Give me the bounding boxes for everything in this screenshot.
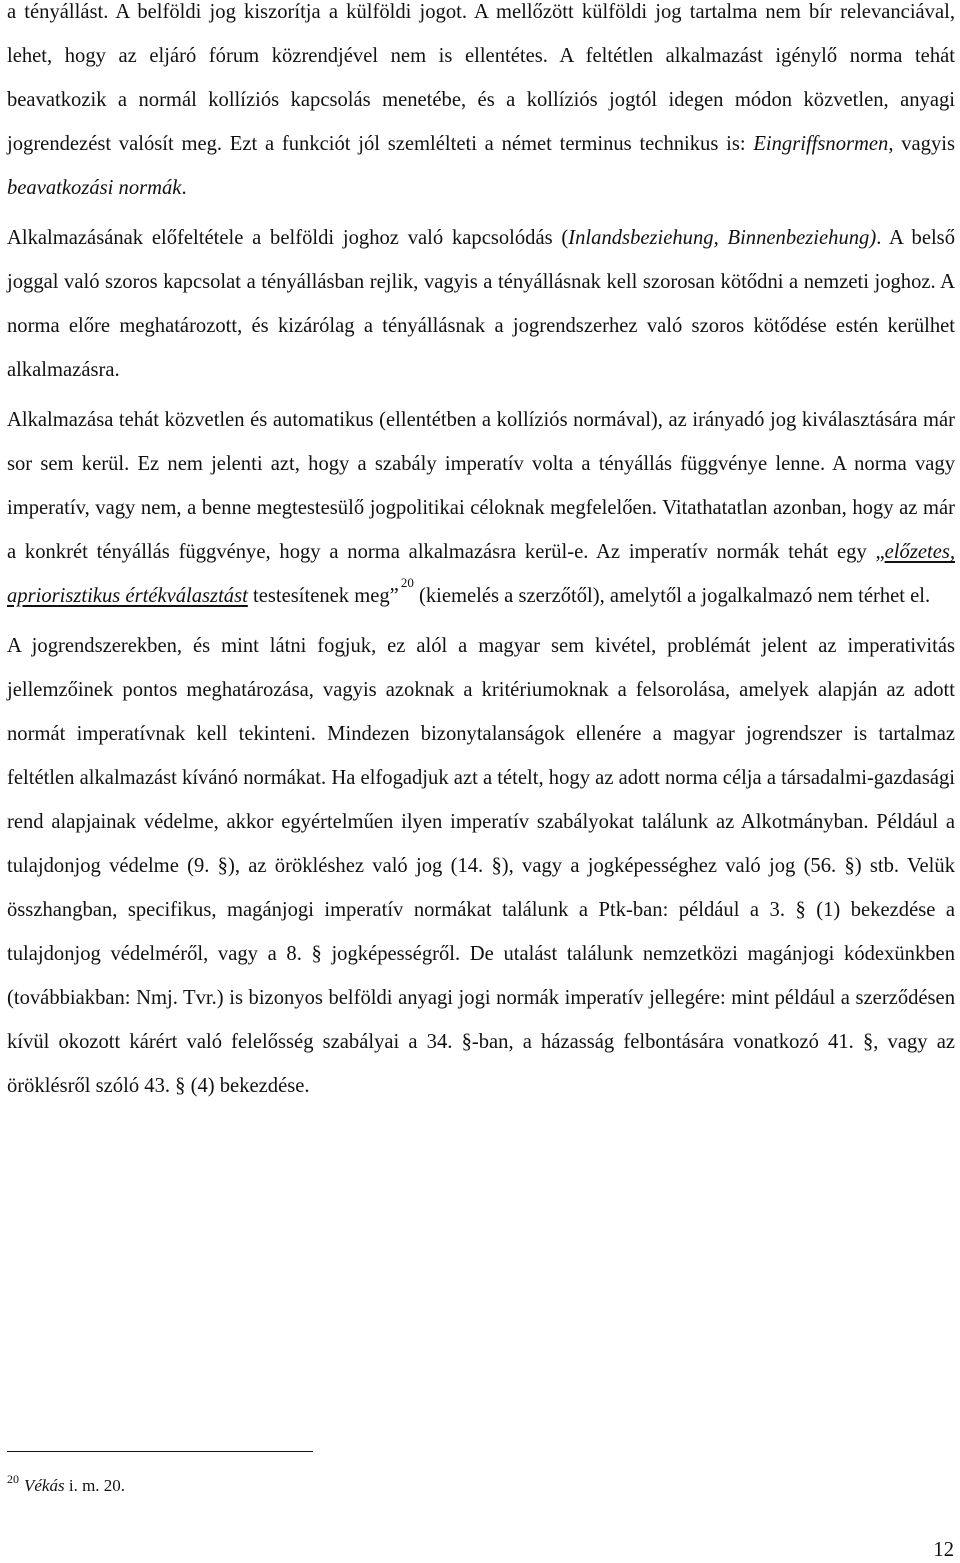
p1-text-3: . bbox=[181, 177, 187, 199]
emphasized-quote: előzetes, apriorisztikus értékválasztást bbox=[7, 541, 955, 607]
p3-text-2: testesítenek meg bbox=[247, 585, 390, 607]
german-term: Eingriffsnormen bbox=[753, 133, 889, 155]
paragraph-4: A jogrendszerekben, és mint látni fogjuk, ez alól a magyar sem kivétel, problémát jelent az imperativitás jellemzőinek pontos meghatározása, vagyis azoknak a kritériumoknak a felsorolása, amelyek alapján az adott normát imperatívnak kell tekinteni. Mindezen bizonytalanságok ellenére a magyar jogrendszer is tartalmaz feltétlen alkalmazást kívánó normákat. Ha elfogadjuk azt a tételt, hogy az adott norma célja a társadalmi-gazdasági rend alapjainak védelme, akkor egyértelműen ilyen imperatív szabályokat találunk az Alkotmányban. Például a tulajdonjog védelme (9. §), az örökléshez való jog (14. §), vagy a jogképességhez való jog (56. §) stb. Velük összhangban, specifikus, magánjogi imperatív normákat találunk a Ptk-ban: például a 3. § (1) bekezdése a tulajdonjog védelméről, vagy a 8. § jogképességről. De utalást találunk nemzetközi magánjogi kódexünkben (továbbiakban: Nmj. Tvr.) is bizonyos belföldi anyagi jogi normák imperatív jellegére: mint például a szerződésen kívül okozott kárért való felelősség szabályai a 34. §-ban, a házasság felbontására vonatkozó 41. §, vagy az öröklésről szóló 43. § (4) bekezdése. bbox=[7, 635, 955, 1097]
footnote-number: 20 bbox=[7, 1472, 19, 1486]
quote-close: ” bbox=[389, 585, 399, 607]
footnote-author: Vékás bbox=[24, 1476, 65, 1495]
page-number: 12 bbox=[933, 1539, 954, 1561]
paragraph-2 bbox=[7, 216, 955, 392]
paragraph-1 bbox=[7, 0, 955, 210]
footnote-text: i. m. 20. bbox=[64, 1476, 126, 1495]
p2-text: Alkalmazásának előfeltétele a belföldi joghoz való kapcsolódás ( bbox=[7, 227, 569, 249]
footnote-separator bbox=[7, 1451, 313, 1452]
hungarian-term: beavatkozási normák bbox=[7, 177, 182, 199]
german-term-2: Inlandsbeziehung, Binnenbeziehung) bbox=[568, 227, 877, 249]
p2-text-2: . A belső joggal való szoros kapcsolat a tényállásban rejlik, vagyis a tényállásnak kell szorosan kötődni a nemzeti joghoz. A norma előre meghatározott, és kizárólag a tényállásnak a jogrendszerhez való szoros kötődése estén kerülhet alkalmazásra. bbox=[7, 227, 955, 381]
quote-open: „ bbox=[875, 541, 885, 563]
p1-text: a tényállást. A belföldi jog kiszorítja a külföldi jogot. A mellőzött külföldi jog tartalma nem bír relevanciával, lehet, hogy az eljáró fórum közrendjével nem is ellentétes. A feltétlen alkalmazást igénylő norma tehát beavatkozik a normál kollíziós kapcsolás menetébe, és a kollíziós jogtól idegen módon közvetlen, anyagi jogrendezést valósít meg. Ezt a funkciót jól szemlélteti a német terminus technikus is: bbox=[7, 1, 955, 155]
document-body bbox=[7, 0, 955, 1108]
footnote-reference[interactable]: 20 bbox=[400, 575, 414, 590]
paragraph-3 bbox=[7, 398, 955, 618]
p3-text: Alkalmazása tehát közvetlen és automatikus (ellentétben a kollíziós normával), az irányadó jog kiválasztására már sor sem kerül. Ez nem jelenti azt, hogy a szabály imperatív volta a tényállás függvénye lenne. A norma vagy imperatív, vagy nem, a benne megtestesülő jogpolitikai céloknak megfelelően. Vitathatatlan azonban, hogy az már a konkrét tényállás függvénye, hogy a norma alkalmazásra kerül-e. Az imperatív normák tehát egy bbox=[7, 409, 955, 563]
p1-text-2: , vagyis bbox=[888, 133, 955, 155]
p3-text-3: (kiemelés a szerzőtől), amelytől a jogalkalmazó nem térhet el. bbox=[413, 585, 931, 607]
footnote bbox=[7, 1464, 125, 1501]
